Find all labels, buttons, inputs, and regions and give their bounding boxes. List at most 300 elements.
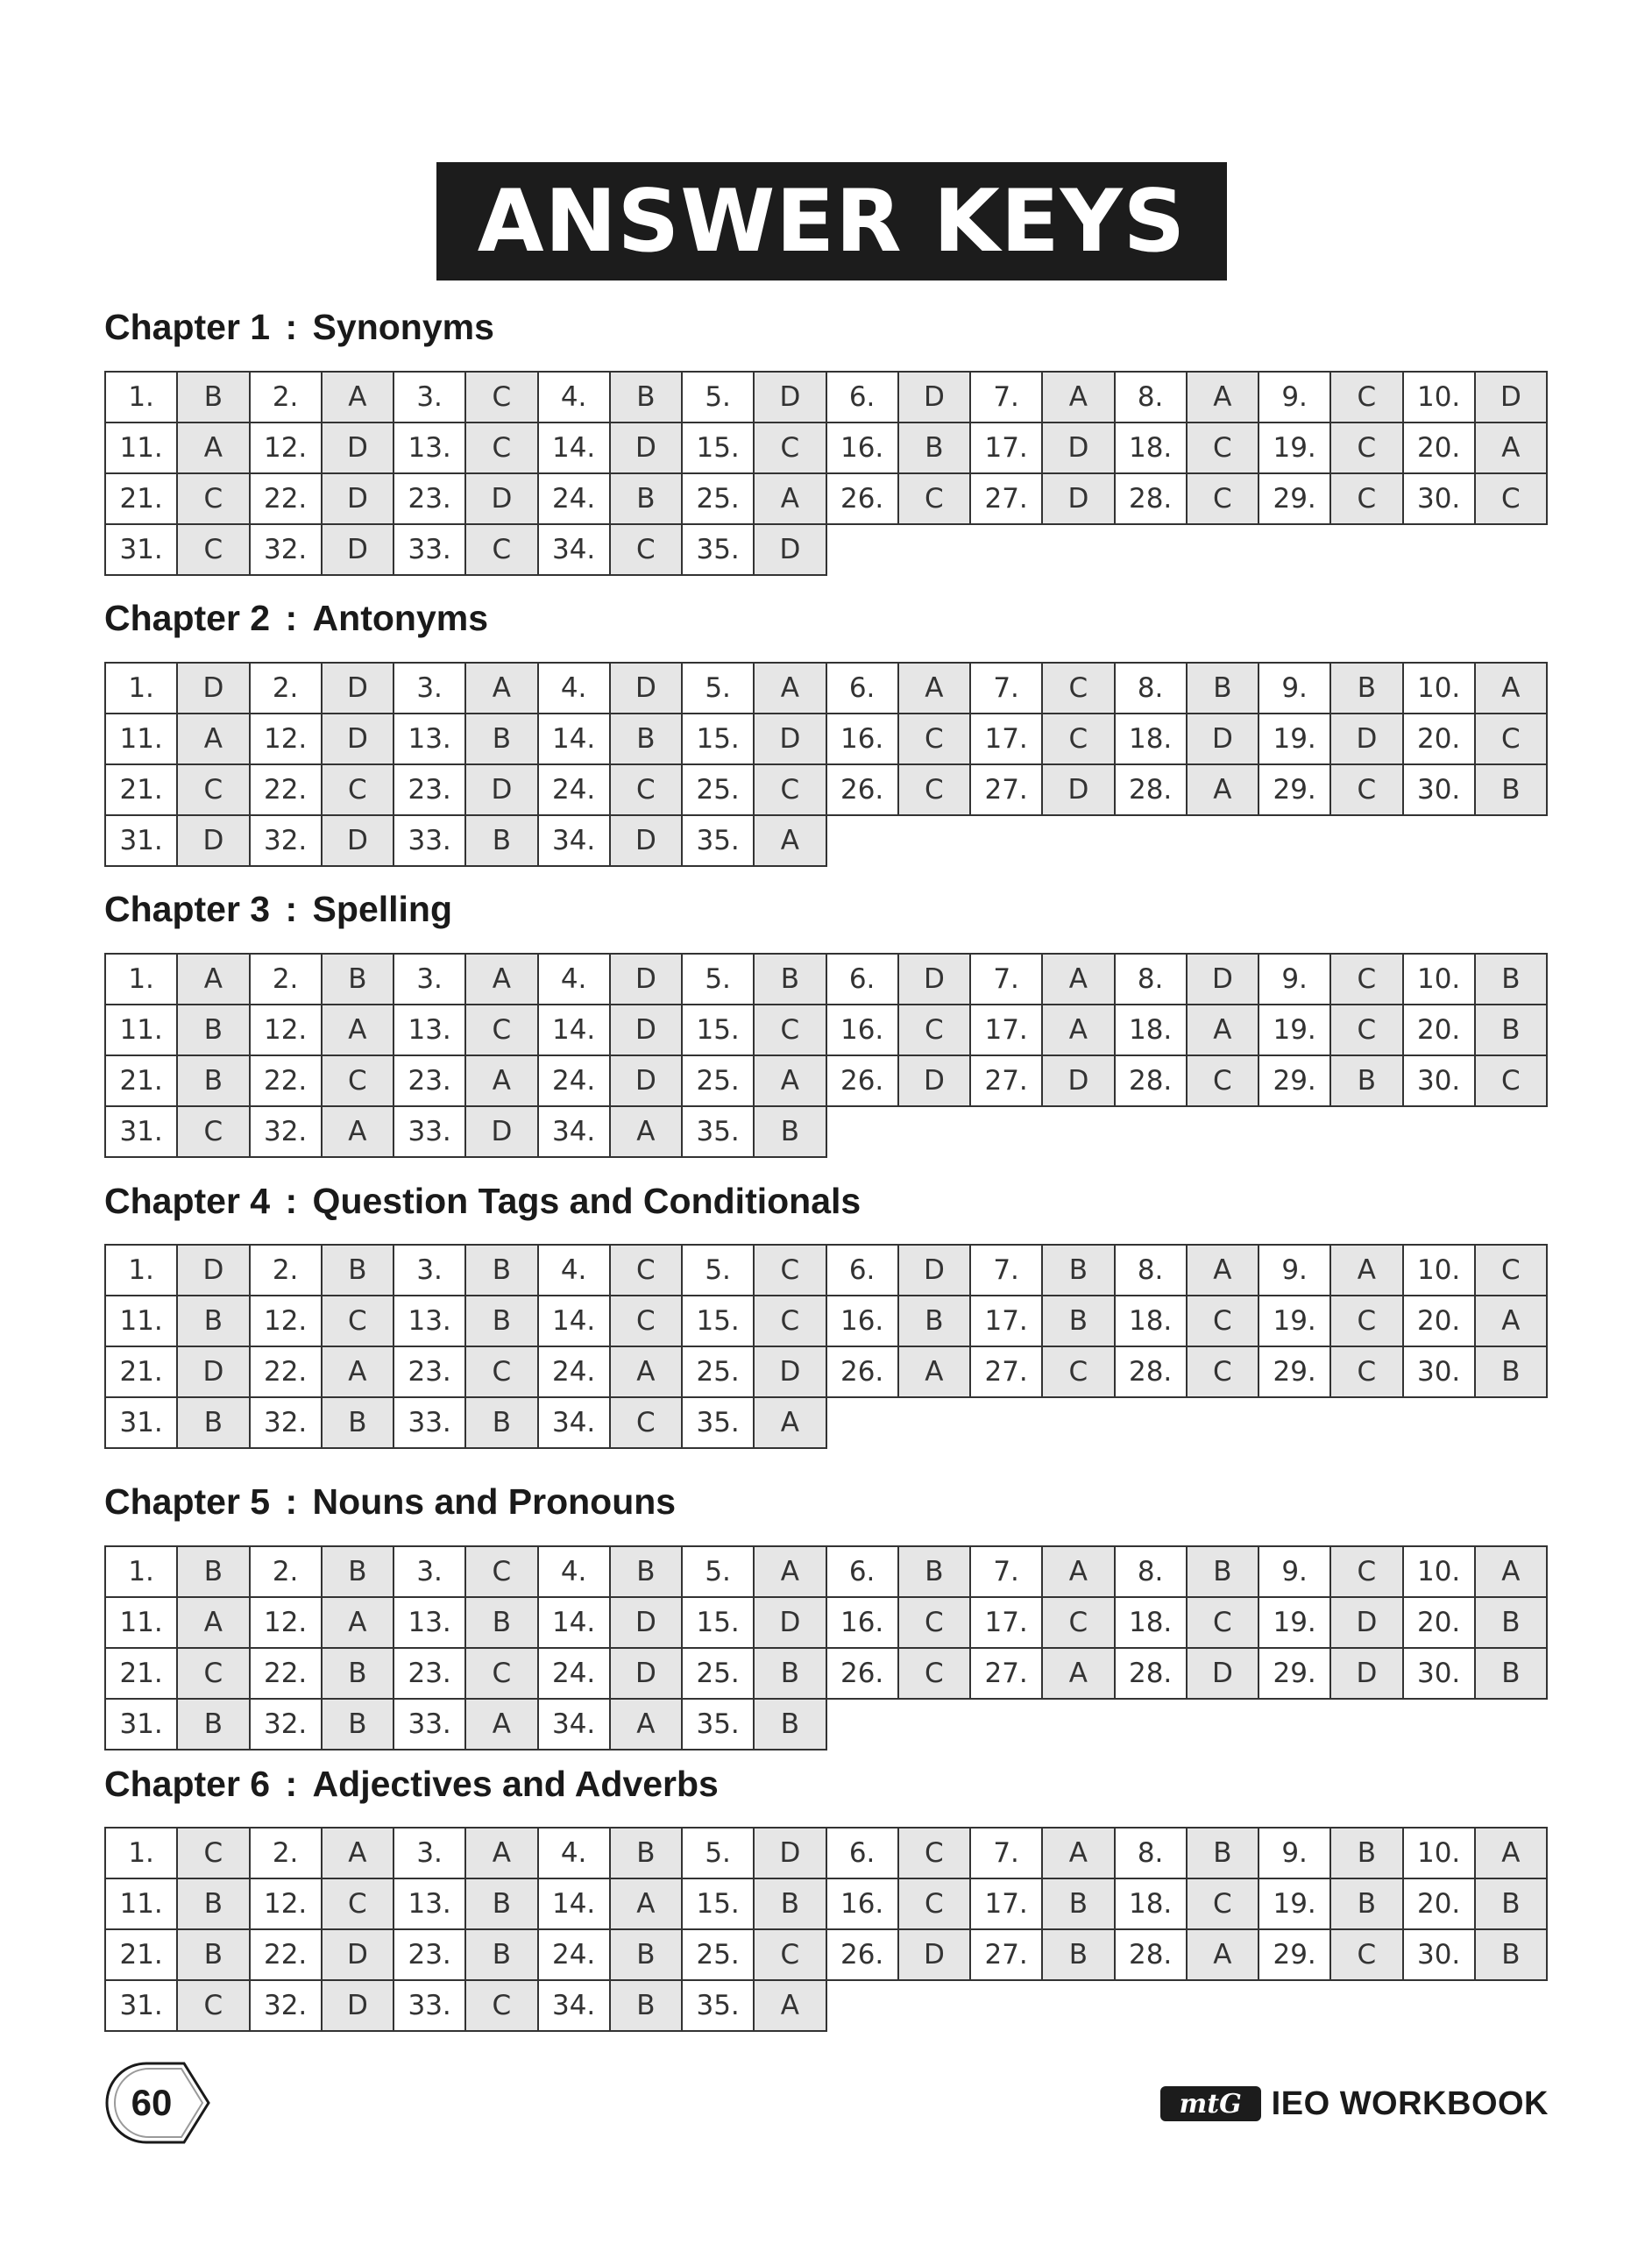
page-title: ANSWER KEYS: [477, 171, 1187, 272]
question-number: 5.: [682, 663, 754, 714]
question-number: 13.: [394, 1597, 465, 1648]
answer-cell: B: [1475, 1597, 1547, 1648]
question-number: 21.: [105, 1648, 177, 1699]
question-number: 6.: [826, 1245, 898, 1296]
question-number: 12.: [250, 1878, 322, 1929]
question-number: 27.: [970, 1346, 1042, 1397]
answer-cell: D: [1330, 714, 1402, 764]
question-number: 8.: [1115, 954, 1187, 1005]
question-number: 8.: [1115, 372, 1187, 423]
question-number: 9.: [1258, 1546, 1330, 1597]
question-number: 20.: [1403, 1296, 1475, 1346]
answer-cell: D: [177, 1245, 249, 1296]
answer-cell: B: [754, 1106, 826, 1157]
question-number: 8.: [1115, 1828, 1187, 1878]
question-number: 33.: [394, 1699, 465, 1750]
table-row: [105, 372, 1547, 423]
answer-cell: C: [177, 764, 249, 815]
table-row: [105, 714, 1547, 764]
question-number: 2.: [250, 1245, 322, 1296]
question-number: 7.: [970, 372, 1042, 423]
answer-cell: B: [1042, 1929, 1114, 1980]
answer-cell: B: [898, 423, 970, 473]
question-number: 28.: [1115, 764, 1187, 815]
question-number: 17.: [970, 714, 1042, 764]
chapter-separator: :: [275, 889, 308, 929]
answer-cell: D: [754, 372, 826, 423]
question-number: 27.: [970, 1648, 1042, 1699]
answer-cell: B: [1042, 1245, 1114, 1296]
question-number: 26.: [826, 473, 898, 524]
answer-cell: C: [1475, 1055, 1547, 1106]
answer-cell: D: [322, 714, 394, 764]
question-number: 7.: [970, 1245, 1042, 1296]
question-number: 23.: [394, 764, 465, 815]
answer-cell: B: [465, 1597, 537, 1648]
question-number: 13.: [394, 1296, 465, 1346]
answer-cell: B: [322, 1699, 394, 1750]
question-number: 14.: [538, 714, 610, 764]
answer-cell: C: [898, 1878, 970, 1929]
question-number: 22.: [250, 473, 322, 524]
question-number: 21.: [105, 1346, 177, 1397]
answer-cell: B: [1475, 1648, 1547, 1699]
answer-cell: B: [322, 1648, 394, 1699]
question-number: 28.: [1115, 1346, 1187, 1397]
question-number: 23.: [394, 1929, 465, 1980]
table-row: [105, 1245, 1547, 1296]
answer-cell: B: [1330, 663, 1402, 714]
answer-cell: A: [322, 1597, 394, 1648]
answer-cell: C: [322, 1878, 394, 1929]
question-number: 20.: [1403, 1005, 1475, 1055]
chapter-heading: [104, 1764, 719, 1805]
question-number: 35.: [682, 1397, 754, 1448]
answer-cell: C: [177, 524, 249, 575]
table-row: [105, 524, 1547, 575]
answer-cell: C: [610, 524, 682, 575]
question-number: 17.: [970, 1597, 1042, 1648]
answer-cell: B: [754, 1878, 826, 1929]
question-number: 15.: [682, 1005, 754, 1055]
answer-cell: C: [177, 1828, 249, 1878]
answer-cell: B: [177, 1878, 249, 1929]
question-number: 32.: [250, 1106, 322, 1157]
question-number: 29.: [1258, 473, 1330, 524]
question-number: 27.: [970, 473, 1042, 524]
chapter-label: Chapter 1: [104, 307, 271, 347]
table-row: [105, 473, 1547, 524]
question-number: 33.: [394, 1106, 465, 1157]
question-number: 16.: [826, 1005, 898, 1055]
answer-cell: C: [1330, 764, 1402, 815]
answer-cell: B: [465, 1245, 537, 1296]
question-number: 9.: [1258, 1828, 1330, 1878]
question-number: 4.: [538, 372, 610, 423]
empty-cell: [826, 1699, 1548, 1750]
chapter-name: Question Tags and Conditionals: [312, 1181, 861, 1221]
answer-cell: D: [898, 1245, 970, 1296]
question-number: 11.: [105, 1597, 177, 1648]
answer-cell: B: [1187, 663, 1258, 714]
question-number: 11.: [105, 714, 177, 764]
question-number: 1.: [105, 663, 177, 714]
chapter-heading: [104, 889, 452, 930]
question-number: 8.: [1115, 663, 1187, 714]
question-number: 13.: [394, 423, 465, 473]
question-number: 4.: [538, 663, 610, 714]
answer-cell: B: [610, 1546, 682, 1597]
answer-cell: A: [610, 1699, 682, 1750]
answer-cell: A: [1475, 1546, 1547, 1597]
question-number: 10.: [1403, 1245, 1475, 1296]
question-number: 22.: [250, 764, 322, 815]
answer-cell: C: [322, 1055, 394, 1106]
answer-cell: C: [465, 1648, 537, 1699]
question-number: 14.: [538, 423, 610, 473]
question-number: 23.: [394, 473, 465, 524]
question-number: 31.: [105, 1980, 177, 2031]
answer-cell: D: [610, 1005, 682, 1055]
question-number: 18.: [1115, 423, 1187, 473]
answer-cell: C: [177, 473, 249, 524]
chapter-name: Synonyms: [312, 307, 494, 347]
question-number: 29.: [1258, 1346, 1330, 1397]
answer-cell: D: [322, 1980, 394, 2031]
question-number: 35.: [682, 1699, 754, 1750]
answer-cell: C: [465, 1005, 537, 1055]
answer-cell: A: [1187, 1245, 1258, 1296]
question-number: 32.: [250, 524, 322, 575]
question-number: 26.: [826, 1648, 898, 1699]
question-number: 4.: [538, 1245, 610, 1296]
question-number: 30.: [1403, 1648, 1475, 1699]
answer-cell: A: [465, 1699, 537, 1750]
question-number: 17.: [970, 1296, 1042, 1346]
question-number: 5.: [682, 372, 754, 423]
answer-cell: C: [465, 423, 537, 473]
answer-cell: B: [465, 815, 537, 866]
answer-cell: D: [322, 524, 394, 575]
question-number: 3.: [394, 1546, 465, 1597]
footer: [1160, 2084, 1549, 2123]
question-number: 20.: [1403, 1597, 1475, 1648]
answer-cell: C: [754, 764, 826, 815]
question-number: 4.: [538, 954, 610, 1005]
mtg-logo: mtG: [1160, 2086, 1261, 2121]
question-number: 20.: [1403, 714, 1475, 764]
question-number: 26.: [826, 1055, 898, 1106]
answer-cell: B: [177, 1055, 249, 1106]
question-number: 2.: [250, 1828, 322, 1878]
answer-cell: C: [754, 1929, 826, 1980]
answer-cell: D: [322, 1929, 394, 1980]
question-number: 34.: [538, 815, 610, 866]
question-number: 6.: [826, 954, 898, 1005]
question-number: 26.: [826, 1346, 898, 1397]
answer-cell: C: [1187, 1878, 1258, 1929]
chapter-name: Antonyms: [312, 598, 489, 638]
answer-cell: A: [610, 1878, 682, 1929]
answer-cell: A: [1042, 372, 1114, 423]
answer-table: [104, 662, 1548, 867]
question-number: 10.: [1403, 1828, 1475, 1878]
answer-cell: A: [1042, 1648, 1114, 1699]
answer-cell: B: [322, 1546, 394, 1597]
question-number: 2.: [250, 663, 322, 714]
question-number: 21.: [105, 1929, 177, 1980]
answer-cell: C: [898, 1828, 970, 1878]
table-row: [105, 954, 1547, 1005]
question-number: 15.: [682, 714, 754, 764]
question-number: 31.: [105, 815, 177, 866]
answer-cell: A: [754, 663, 826, 714]
chapter-name: Adjectives and Adverbs: [312, 1764, 719, 1804]
answer-table: [104, 1827, 1548, 2032]
answer-cell: C: [1187, 1346, 1258, 1397]
chapter-separator: :: [275, 1481, 308, 1522]
question-number: 11.: [105, 1005, 177, 1055]
answer-cell: B: [1475, 1929, 1547, 1980]
answer-cell: C: [898, 473, 970, 524]
answer-cell: A: [177, 423, 249, 473]
question-number: 13.: [394, 1005, 465, 1055]
answer-cell: B: [322, 1245, 394, 1296]
answer-cell: B: [1330, 1828, 1402, 1878]
answer-cell: C: [898, 1648, 970, 1699]
question-number: 34.: [538, 1699, 610, 1750]
answer-cell: B: [1475, 954, 1547, 1005]
answer-cell: A: [610, 1346, 682, 1397]
question-number: 9.: [1258, 372, 1330, 423]
question-number: 28.: [1115, 473, 1187, 524]
answer-cell: B: [898, 1296, 970, 1346]
question-number: 28.: [1115, 1648, 1187, 1699]
answer-cell: D: [1042, 764, 1114, 815]
question-number: 35.: [682, 524, 754, 575]
answer-cell: D: [322, 815, 394, 866]
answer-cell: B: [610, 372, 682, 423]
answer-cell: C: [1330, 954, 1402, 1005]
question-number: 14.: [538, 1878, 610, 1929]
question-number: 29.: [1258, 764, 1330, 815]
question-number: 25.: [682, 473, 754, 524]
answer-cell: C: [754, 1005, 826, 1055]
answer-cell: C: [177, 1648, 249, 1699]
question-number: 33.: [394, 524, 465, 575]
answer-cell: D: [610, 1055, 682, 1106]
chapter-separator: :: [275, 1764, 308, 1804]
chapter-label: Chapter 2: [104, 598, 271, 638]
question-number: 35.: [682, 1106, 754, 1157]
question-number: 12.: [250, 423, 322, 473]
question-number: 8.: [1115, 1546, 1187, 1597]
question-number: 30.: [1403, 1055, 1475, 1106]
answer-cell: A: [177, 954, 249, 1005]
answer-cell: D: [465, 1106, 537, 1157]
answer-cell: D: [177, 663, 249, 714]
question-number: 19.: [1258, 1005, 1330, 1055]
question-number: 11.: [105, 1878, 177, 1929]
table-row: [105, 1828, 1547, 1878]
answer-cell: C: [610, 764, 682, 815]
question-number: 33.: [394, 1397, 465, 1448]
question-number: 33.: [394, 815, 465, 866]
question-number: 3.: [394, 663, 465, 714]
question-number: 18.: [1115, 1296, 1187, 1346]
question-number: 32.: [250, 1397, 322, 1448]
chapter-separator: :: [275, 307, 308, 347]
table-row: [105, 815, 1547, 866]
table-row: [105, 1055, 1547, 1106]
question-number: 3.: [394, 1245, 465, 1296]
question-number: 22.: [250, 1929, 322, 1980]
chapter-heading: [104, 307, 494, 348]
answer-cell: B: [177, 1699, 249, 1750]
answer-cell: A: [754, 1055, 826, 1106]
question-number: 12.: [250, 1296, 322, 1346]
answer-cell: C: [898, 714, 970, 764]
table-row: [105, 1980, 1547, 2031]
answer-cell: B: [1042, 1296, 1114, 1346]
chapter-label: Chapter 3: [104, 889, 271, 929]
table-row: [105, 1546, 1547, 1597]
answer-cell: D: [322, 423, 394, 473]
title-banner: [436, 162, 1227, 280]
answer-cell: C: [322, 1296, 394, 1346]
question-number: 3.: [394, 1828, 465, 1878]
question-number: 34.: [538, 1397, 610, 1448]
answer-cell: A: [1187, 372, 1258, 423]
answer-cell: C: [465, 1980, 537, 2031]
question-number: 34.: [538, 524, 610, 575]
answer-cell: C: [1330, 1929, 1402, 1980]
answer-cell: B: [754, 1699, 826, 1750]
answer-cell: B: [754, 954, 826, 1005]
question-number: 27.: [970, 1055, 1042, 1106]
answer-cell: D: [1187, 714, 1258, 764]
answer-cell: C: [754, 1296, 826, 1346]
answer-cell: D: [1475, 372, 1547, 423]
answer-cell: C: [177, 1106, 249, 1157]
answer-cell: D: [610, 663, 682, 714]
question-number: 10.: [1403, 372, 1475, 423]
table-row: [105, 1878, 1547, 1929]
question-number: 20.: [1403, 423, 1475, 473]
question-number: 34.: [538, 1106, 610, 1157]
answer-cell: C: [898, 764, 970, 815]
answer-cell: D: [610, 954, 682, 1005]
question-number: 33.: [394, 1980, 465, 2031]
answer-cell: A: [177, 714, 249, 764]
question-number: 27.: [970, 764, 1042, 815]
question-number: 16.: [826, 1296, 898, 1346]
answer-cell: A: [1330, 1245, 1402, 1296]
question-number: 23.: [394, 1346, 465, 1397]
question-number: 7.: [970, 1546, 1042, 1597]
question-number: 15.: [682, 1296, 754, 1346]
answer-cell: A: [610, 1106, 682, 1157]
answer-cell: C: [898, 1597, 970, 1648]
chapter-label: Chapter 5: [104, 1481, 271, 1522]
question-number: 28.: [1115, 1055, 1187, 1106]
question-number: 24.: [538, 1929, 610, 1980]
answer-cell: B: [1475, 764, 1547, 815]
answer-cell: B: [610, 1980, 682, 2031]
question-number: 22.: [250, 1648, 322, 1699]
question-number: 32.: [250, 1980, 322, 2031]
question-number: 18.: [1115, 1597, 1187, 1648]
answer-cell: A: [1475, 1828, 1547, 1878]
answer-cell: B: [465, 1929, 537, 1980]
answer-cell: D: [898, 1929, 970, 1980]
answer-cell: C: [1330, 1005, 1402, 1055]
question-number: 30.: [1403, 1929, 1475, 1980]
answer-cell: A: [898, 1346, 970, 1397]
answer-cell: B: [610, 1929, 682, 1980]
empty-cell: [826, 815, 1548, 866]
question-number: 35.: [682, 815, 754, 866]
answer-cell: B: [465, 1296, 537, 1346]
answer-cell: A: [1042, 1828, 1114, 1878]
question-number: 18.: [1115, 714, 1187, 764]
question-number: 31.: [105, 1106, 177, 1157]
answer-cell: D: [177, 1346, 249, 1397]
answer-cell: C: [465, 372, 537, 423]
answer-cell: D: [1187, 1648, 1258, 1699]
answer-cell: C: [1187, 473, 1258, 524]
question-number: 10.: [1403, 954, 1475, 1005]
answer-cell: A: [1042, 1546, 1114, 1597]
empty-cell: [826, 1980, 1548, 2031]
answer-cell: A: [1475, 1296, 1547, 1346]
answer-cell: C: [1475, 714, 1547, 764]
table-row: [105, 1296, 1547, 1346]
question-number: 4.: [538, 1546, 610, 1597]
answer-cell: C: [1187, 1597, 1258, 1648]
answer-cell: D: [322, 473, 394, 524]
answer-cell: B: [177, 1546, 249, 1597]
table-row: [105, 1346, 1547, 1397]
question-number: 21.: [105, 1055, 177, 1106]
question-number: 17.: [970, 1878, 1042, 1929]
question-number: 4.: [538, 1828, 610, 1878]
answer-cell: D: [322, 663, 394, 714]
answer-cell: A: [465, 1828, 537, 1878]
question-number: 7.: [970, 663, 1042, 714]
answer-cell: C: [1330, 372, 1402, 423]
question-number: 15.: [682, 1878, 754, 1929]
empty-cell: [826, 1397, 1548, 1448]
answer-cell: C: [1330, 473, 1402, 524]
answer-cell: C: [465, 524, 537, 575]
question-number: 16.: [826, 1597, 898, 1648]
question-number: 11.: [105, 423, 177, 473]
answer-cell: D: [1330, 1648, 1402, 1699]
question-number: 29.: [1258, 1648, 1330, 1699]
answer-cell: A: [898, 663, 970, 714]
answer-cell: C: [1187, 1055, 1258, 1106]
question-number: 25.: [682, 1648, 754, 1699]
question-number: 22.: [250, 1055, 322, 1106]
answer-cell: A: [754, 1546, 826, 1597]
answer-table: [104, 953, 1548, 1158]
question-number: 6.: [826, 1546, 898, 1597]
answer-cell: C: [465, 1546, 537, 1597]
question-number: 12.: [250, 1005, 322, 1055]
chapter-name: Nouns and Pronouns: [312, 1481, 677, 1522]
question-number: 7.: [970, 954, 1042, 1005]
